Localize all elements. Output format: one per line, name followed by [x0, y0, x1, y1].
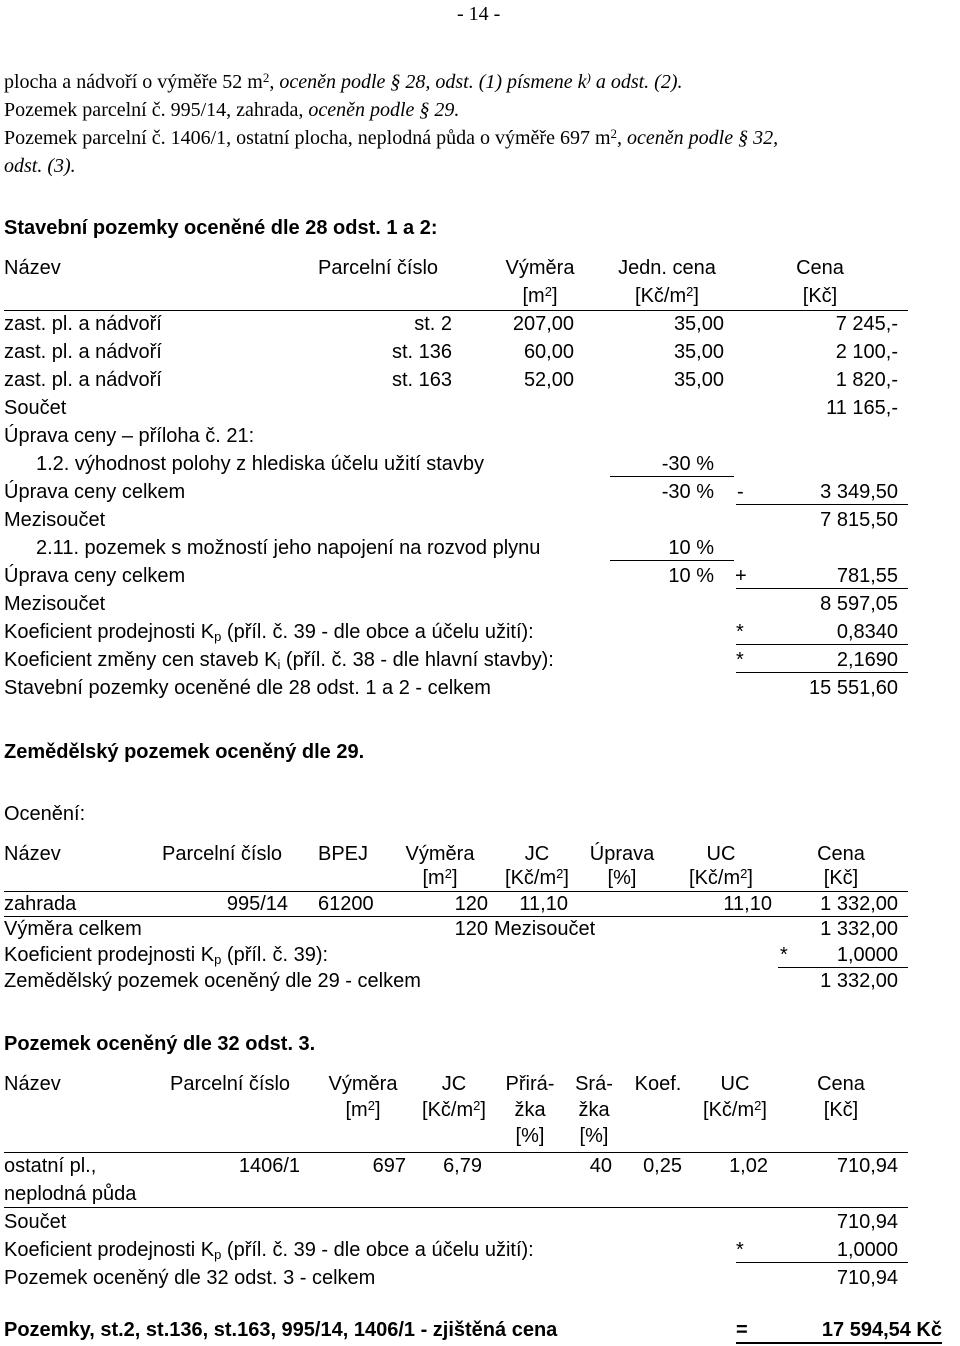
col-header-nazev: Název	[4, 843, 61, 865]
section-1-total-value: 15 551,60	[809, 677, 898, 699]
kp-value: 0,8340	[836, 621, 898, 643]
adjust-1-underline	[610, 476, 734, 477]
col-header-cena-unit: [Kč]	[823, 1099, 859, 1121]
ki-underline	[736, 672, 908, 673]
section-1-heading: Stavební pozemky oceněné dle 28 odst. 1 a 2:	[4, 217, 438, 239]
row-unit-price: 35,00	[673, 341, 724, 363]
subtotal-1-label: Mezisoučet	[4, 509, 106, 531]
ki-sign: *	[736, 649, 744, 671]
adjust-2-text: 2.11. pozemek s možností jeho napojení na rozvod plynu	[36, 537, 541, 559]
row-parcel: st. 136	[391, 341, 452, 363]
grand-total-underline	[736, 1342, 942, 1344]
col-header-srazka-1: Srá-	[575, 1073, 613, 1095]
col-header-jc: JC	[441, 1073, 467, 1095]
intro-line-3: Pozemek parcelní č. 1406/1, ostatní plocha, neplodná půda o výměře 697 $m^2$, oceněn podle § 32,	[4, 126, 779, 149]
area-total-value: 120	[454, 918, 488, 940]
subtotal-1-value: 7 815,50	[820, 509, 898, 531]
grand-total-value: 17 594,54 Kč	[821, 1319, 942, 1341]
page-number: - 14 -	[457, 3, 501, 25]
col-header-cena-unit: [Kč]	[802, 285, 838, 307]
adjust-1-pct: -30 %	[661, 453, 714, 475]
row-parcel: 995/14	[226, 893, 288, 915]
col-header-uprava: Úprava	[589, 843, 655, 865]
row-name: zast. pl. a nádvoří	[4, 313, 162, 335]
col-header-cena: Cena	[817, 1073, 865, 1095]
total-1-value: 3 349,50	[820, 481, 898, 503]
col-header-vymera: Výměra	[328, 1073, 398, 1095]
subtotal-2-value: 8 597,05	[820, 593, 898, 615]
total-1-pct: -30 %	[661, 481, 714, 503]
col-header-vymera-unit: $[m^2]$	[345, 1098, 381, 1121]
row-price: 710,94	[836, 1155, 898, 1177]
intro-line-4: odst. (3).	[4, 155, 76, 177]
col-header-uc: UC	[706, 843, 736, 865]
section-3-heading: Pozemek oceněný dle 32 odst. 3.	[4, 1033, 316, 1055]
section-2-heading: Zemědělský pozemek oceněný dle 29.	[4, 741, 365, 763]
row-area: 52,00	[523, 369, 574, 391]
row-uc: 1,02	[729, 1155, 768, 1177]
kp-value: 1,0000	[836, 944, 898, 966]
col-header-uprava-unit: [%]	[607, 867, 637, 889]
row-area: 697	[372, 1155, 406, 1177]
col-header-jc-unit: $[Kč/m^2]$	[635, 284, 699, 307]
row-uc: 11,10	[723, 893, 772, 915]
col-header-koef: Koef.	[634, 1073, 682, 1095]
ki-label: Koeficient změny cen staveb $K_i$ (příl. č. 38 - dle hlavní stavby):	[4, 649, 554, 672]
subtotal-value: 1 332,00	[820, 918, 898, 940]
col-header-parcel: Parcelní číslo	[162, 843, 283, 865]
sum-value: 11 165,-	[826, 397, 898, 419]
section-2-total-label: Zemědělský pozemek oceněný dle 29 - celkem	[4, 970, 421, 992]
section-3-total-value: 710,94	[836, 1267, 898, 1289]
section-2-total-value: 1 332,00	[820, 970, 898, 992]
col-header-bpej: BPEJ	[318, 843, 369, 865]
total-2-label: Úprava ceny celkem	[4, 565, 186, 587]
row-price: 1 820,-	[835, 369, 898, 391]
row-bpej: 61200	[318, 893, 374, 915]
row-price: 2 100,-	[835, 341, 898, 363]
col-header-vymera-unit: $[m^2]$	[522, 284, 558, 307]
col-header-uc-unit: $[Kč/m^2]$	[703, 1098, 767, 1121]
col-header-srazka-2: žka	[578, 1099, 610, 1121]
section-1-total-label: Stavební pozemky oceněné dle 28 odst. 1 a 2 - celkem	[4, 677, 491, 699]
row-parcel: 1406/1	[238, 1155, 300, 1177]
row-unit-price: 35,00	[673, 369, 724, 391]
kp-label: Koeficient prodejnosti $K_p$ (příl. č. 39 - dle obce a účelu užití):	[4, 1239, 534, 1262]
adjust-label: Úprava ceny – příloha č. 21:	[4, 425, 255, 447]
row-area: 207,00	[512, 313, 574, 335]
kp-sign: *	[780, 944, 788, 966]
row-name: zast. pl. a nádvoří	[4, 341, 162, 363]
col-header-prirazka-3: [%]	[515, 1125, 545, 1147]
kp-value: 1,0000	[836, 1239, 898, 1261]
header-divider	[4, 310, 908, 311]
col-header-jc: JC	[524, 843, 550, 865]
col-header-prirazka-2: žka	[514, 1099, 546, 1121]
row-price: 7 245,-	[835, 313, 898, 335]
intro-line-2: Pozemek parcelní č. 995/14, zahrada, oceněn podle § 29.	[4, 99, 460, 121]
row-name: zast. pl. a nádvoří	[4, 369, 162, 391]
row-divider	[4, 1207, 908, 1208]
adjust-2-underline	[610, 560, 734, 561]
col-header-jc: Jedn. cena	[618, 257, 716, 279]
total-2-underline	[736, 588, 908, 589]
col-header-nazev: Název	[4, 1073, 61, 1095]
total-1-sign: -	[737, 481, 744, 503]
col-header-jc-unit: $[Kč/m^2]$	[422, 1098, 486, 1121]
col-header-cena: Cena	[817, 843, 865, 865]
adjust-2-pct: 10 %	[668, 537, 714, 559]
section-3-total-label: Pozemek oceněný dle 32 odst. 3 - celkem	[4, 1267, 376, 1289]
total-1-label: Úprava ceny celkem	[4, 481, 186, 503]
kp-sign: *	[736, 1239, 744, 1261]
col-header-cena: Cena	[796, 257, 844, 279]
row-name: zahrada	[4, 893, 77, 915]
sum-label: Součet	[4, 397, 67, 419]
row-name-2: neplodná půda	[4, 1183, 137, 1205]
row-price: 1 332,00	[820, 893, 898, 915]
subtotal-label: Mezisoučet	[494, 918, 596, 940]
col-header-nazev: Název	[4, 257, 61, 279]
row-name-1: ostatní pl.,	[4, 1155, 97, 1177]
grand-total-equals: =	[736, 1319, 748, 1341]
col-header-parcel: Parcelní číslo	[170, 1073, 291, 1095]
total-1-underline	[736, 504, 908, 505]
col-header-srazka-3: [%]	[579, 1125, 609, 1147]
row-area: 120	[454, 893, 488, 915]
row-koef: 0,25	[643, 1155, 682, 1177]
adjust-1-text: 1.2. výhodnost polohy z hlediska účelu užití stavby	[36, 453, 485, 475]
col-header-uc: UC	[720, 1073, 750, 1095]
row-unit-price: 35,00	[673, 313, 724, 335]
col-header-vymera-unit: $[m^2]$	[422, 866, 458, 889]
sum-label: Součet	[4, 1211, 67, 1233]
oceneni-label: Ocenění:	[4, 803, 86, 825]
col-header-parcel: Parcelní číslo	[318, 257, 439, 279]
row-jc: 6,79	[443, 1155, 482, 1177]
paragraph-symbol: §	[385, 71, 406, 93]
header-divider	[4, 1152, 908, 1153]
col-header-uc-unit: $[Kč/m^2]$	[689, 866, 753, 889]
kp-underline	[736, 644, 908, 645]
ki-value: 2,1690	[836, 649, 898, 671]
total-2-pct: 10 %	[668, 565, 714, 587]
kp-sign: *	[736, 621, 744, 643]
kp-label: Koeficient prodejnosti $K_p$ (příl. č. 39 - dle obce a účelu užití):	[4, 621, 534, 644]
total-2-sign: +	[735, 565, 747, 587]
sum-value: 710,94	[836, 1211, 898, 1233]
row-area: 60,00	[523, 341, 574, 363]
col-header-vymera: Výměra	[505, 257, 575, 279]
kp-underline	[736, 1262, 908, 1263]
intro-line-1: plocha a nádvoří o výměře 52 $m^2$, oceněn podle § 28, odst. (1) písmene k) a odst. (2).	[4, 70, 683, 93]
row-parcel: st. 2	[414, 313, 452, 335]
area-total-label: Výměra celkem	[4, 918, 142, 940]
col-header-vymera: Výměra	[405, 843, 475, 865]
col-header-cena-unit: [Kč]	[823, 867, 859, 889]
kp-underline	[778, 967, 908, 968]
row-parcel: st. 163	[391, 369, 452, 391]
total-2-value: 781,55	[836, 565, 898, 587]
kp-label: Koeficient prodejnosti $K_p$ (příl. č. 39):	[4, 944, 329, 967]
grand-total-label: Pozemky, st.2, st.136, st.163, 995/14, 1406/1 - zjištěná cena	[4, 1319, 558, 1341]
col-header-prirazka-1: Přirá-	[505, 1073, 555, 1095]
col-header-jc-unit: $[Kč/m^2]$	[505, 866, 569, 889]
row-jc: 11,10	[519, 893, 568, 915]
subtotal-2-label: Mezisoučet	[4, 593, 106, 615]
row-srazka: 40	[589, 1155, 612, 1177]
